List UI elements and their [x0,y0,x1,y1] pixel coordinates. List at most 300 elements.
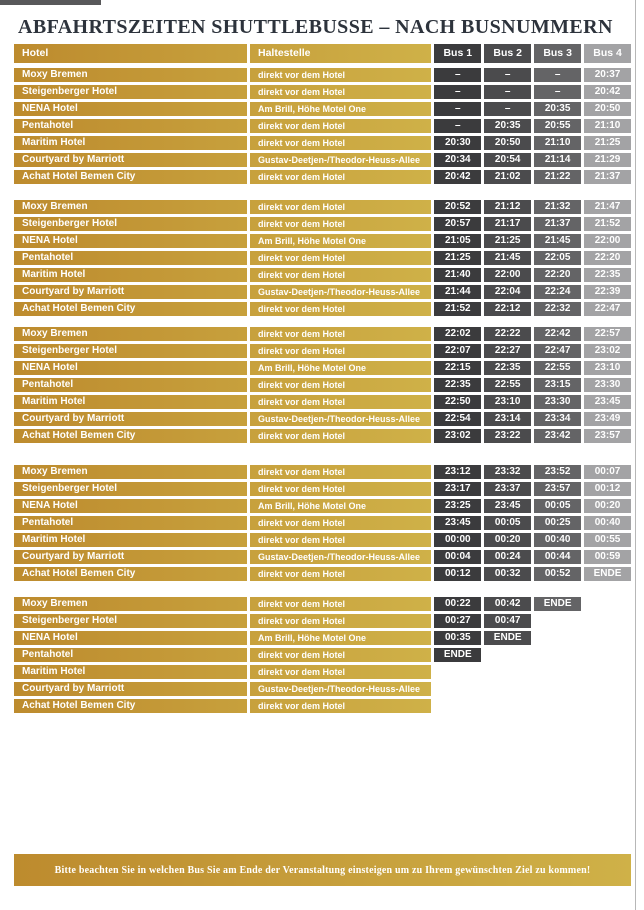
hotel-cell: Moxy Bremen [14,327,250,341]
bus-time-cell: 22:47 [584,302,631,316]
hotel-cell: NENA Hotel [14,499,250,513]
bus-time-cell: 21:14 [534,153,581,167]
table-row [14,85,631,99]
bus-time-cell: 20:54 [484,153,531,167]
bus-time-cell: 23:37 [484,482,531,496]
hotel-cell: Achat Hotel Bemen City [14,429,250,443]
bus-time-cell: ENDE [584,567,631,581]
bus-time-cell: 00:20 [484,533,531,547]
stop-cell: direkt vor dem Hotel [258,467,346,477]
table-row [14,682,631,696]
stop-cell: direkt vor dem Hotel [258,138,346,148]
row-label-area [14,251,431,265]
table-row [14,395,631,409]
table-row [14,665,631,679]
bus-time-cell: 23:10 [484,395,531,409]
bus-time-cell: 22:42 [534,327,581,341]
bus-time-cell: – [434,119,481,133]
hotel-cell: Steigenberger Hotel [14,85,250,99]
hotel-cell: Maritim Hotel [14,268,250,282]
header-label-area [14,44,431,63]
bus-time-cell: 21:37 [534,217,581,231]
bus-time-cell: – [434,85,481,99]
row-label-area [14,378,431,392]
row-label-area [14,412,431,426]
hotel-cell: Maritim Hotel [14,533,250,547]
table-row [14,200,631,214]
bus-time-cell: 22:07 [434,344,481,358]
bus2-column-header: Bus 2 [484,44,531,63]
bus3-column-header: Bus 3 [534,44,581,63]
bus-time-cell: 22:12 [484,302,531,316]
bus-time-cell: 00:24 [484,550,531,564]
bus-time-cell [484,699,531,713]
stop-cell: direkt vor dem Hotel [258,172,346,182]
stop-cell: direkt vor dem Hotel [258,202,346,212]
bus-time-cell: 22:57 [584,327,631,341]
bus-time-cell: ENDE [534,597,581,611]
bus-time-cell: 00:05 [534,499,581,513]
bus-time-cell: 23:30 [584,378,631,392]
bus-time-cell: 00:12 [434,567,481,581]
bus-time-cell: 00:12 [584,482,631,496]
hotel-cell: Moxy Bremen [14,597,250,611]
timetable-block [14,327,631,443]
stop-cell: Am Brill, Höhe Motel One [258,633,367,643]
bus-time-cell: 00:47 [484,614,531,628]
row-label-area [14,344,431,358]
stop-cell: direkt vor dem Hotel [258,346,346,356]
bus-time-cell: 21:17 [484,217,531,231]
bus-time-cell: 20:42 [434,170,481,184]
bus-time-cell: 23:10 [584,361,631,375]
stop-cell: Gustav-Deetjen-/Theodor-Heuss-Allee [258,414,421,424]
bus-time-cell: 00:59 [584,550,631,564]
bus-time-cell: 20:52 [434,200,481,214]
bus-time-cell [534,682,581,696]
hotel-cell: NENA Hotel [14,234,250,248]
bus-time-cell: 22:00 [484,268,531,282]
stop-cell: direkt vor dem Hotel [258,599,346,609]
row-label-area [14,614,431,628]
bus-time-cell: 23:30 [534,395,581,409]
bus-time-cell: 00:32 [484,567,531,581]
bus-time-cell [434,699,481,713]
bus-time-cell: 23:45 [434,516,481,530]
row-label-area [14,567,431,581]
bus-time-cell: 23:34 [534,412,581,426]
row-label-area [14,395,431,409]
row-label-area [14,533,431,547]
hotel-cell: Moxy Bremen [14,68,250,82]
table-row [14,285,631,299]
bus-time-cell [434,682,481,696]
stop-cell: direkt vor dem Hotel [258,253,346,263]
table-row [14,533,631,547]
row-label-area [14,361,431,375]
table-row [14,344,631,358]
bus-time-cell: 22:20 [534,268,581,282]
bus-time-cell: 21:32 [534,200,581,214]
row-label-area [14,465,431,479]
timetable-block [14,597,631,713]
stop-cell: Am Brill, Höhe Motel One [258,363,367,373]
row-label-area [14,499,431,513]
bus-time-cell: ENDE [484,631,531,645]
stop-cell: direkt vor dem Hotel [258,70,346,80]
bus-time-cell: 23:49 [584,412,631,426]
stop-cell: direkt vor dem Hotel [258,616,346,626]
table-row [14,550,631,564]
bus-time-cell: 22:55 [534,361,581,375]
bus-time-cell: 22:04 [484,285,531,299]
bus-time-cell: 23:45 [584,395,631,409]
hotel-cell: Pentahotel [14,648,250,662]
bus-time-cell: – [534,85,581,99]
bus-time-cell: 21:10 [584,119,631,133]
table-row [14,268,631,282]
bus-time-cell: – [434,102,481,116]
stop-cell: direkt vor dem Hotel [258,569,346,579]
bus-time-cell: 00:22 [434,597,481,611]
bus-time-cell: 23:57 [584,429,631,443]
bus-time-cell: 00:55 [584,533,631,547]
bus-time-cell: 00:07 [584,465,631,479]
bus-time-cell: 00:35 [434,631,481,645]
bus-time-cell: 21:25 [434,251,481,265]
stop-cell: direkt vor dem Hotel [258,484,346,494]
bus-time-cell: 00:04 [434,550,481,564]
bus-time-cell: 22:35 [484,361,531,375]
bus-time-cell: 21:52 [584,217,631,231]
hotel-cell: Steigenberger Hotel [14,482,250,496]
bus-time-cell: 20:50 [584,102,631,116]
bus-time-cell: 20:42 [584,85,631,99]
table-row [14,597,631,611]
bus-time-cell: 00:25 [534,516,581,530]
bus-time-cell: 00:20 [584,499,631,513]
bus-time-cell [484,648,531,662]
bus-time-cell: 21:25 [584,136,631,150]
bus-time-cell [584,631,631,645]
hotel-cell: Steigenberger Hotel [14,614,250,628]
row-label-area [14,699,431,713]
bus-time-cell: 22:39 [584,285,631,299]
stop-cell: direkt vor dem Hotel [258,701,346,711]
hotel-cell: Pentahotel [14,251,250,265]
stop-cell: direkt vor dem Hotel [258,650,346,660]
bus-time-cell: 23:52 [534,465,581,479]
row-label-area [14,136,431,150]
stop-column-header: Haltestelle [258,47,311,59]
table-row [14,482,631,496]
hotel-cell: Courtyard by Marriott [14,153,250,167]
stop-cell: direkt vor dem Hotel [258,304,346,314]
row-label-area [14,68,431,82]
row-label-area [14,285,431,299]
hotel-cell: Steigenberger Hotel [14,344,250,358]
table-row [14,429,631,443]
hotel-cell: Maritim Hotel [14,395,250,409]
notice-banner [14,854,631,886]
hotel-cell: Pentahotel [14,119,250,133]
row-label-area [14,153,431,167]
bus-time-cell [534,614,581,628]
bus-time-cell: 20:55 [534,119,581,133]
row-label-area [14,327,431,341]
bus-time-cell: 22:35 [584,268,631,282]
bus-time-cell: 21:29 [584,153,631,167]
table-row [14,631,631,645]
stop-cell: direkt vor dem Hotel [258,380,346,390]
hotel-cell: Moxy Bremen [14,200,250,214]
timetable-block [14,68,631,184]
bus-time-cell: 00:52 [534,567,581,581]
row-label-area [14,631,431,645]
bus-time-cell: 22:24 [534,285,581,299]
stop-cell: Am Brill, Höhe Motel One [258,501,367,511]
table-row [14,234,631,248]
bus-time-cell: 22:05 [534,251,581,265]
table-row [14,251,631,265]
hotel-cell: NENA Hotel [14,631,250,645]
hotel-cell: Pentahotel [14,516,250,530]
top-left-tab-decoration [0,0,101,5]
bus-time-cell [534,648,581,662]
bus-time-cell: 23:02 [434,429,481,443]
timetable-block [14,465,631,581]
bus-time-cell: 00:05 [484,516,531,530]
hotel-cell: Courtyard by Marriott [14,682,250,696]
row-label-area [14,429,431,443]
bus-time-cell: 00:44 [534,550,581,564]
hotel-cell: Pentahotel [14,378,250,392]
stop-cell: direkt vor dem Hotel [258,397,346,407]
hotel-column-header: Hotel [14,44,250,63]
table-row [14,302,631,316]
bus-time-cell: 00:00 [434,533,481,547]
notice-text: Bitte beachten Sie in welchen Bus Sie am Ende der Veranstaltung einsteigen um zu Ihrem gewünschten Ziel zu kommen! [54,864,591,876]
row-label-area [14,597,431,611]
hotel-cell: NENA Hotel [14,102,250,116]
bus-time-cell: 21:45 [484,251,531,265]
bus-time-cell: 22:55 [484,378,531,392]
bus-time-cell: 22:20 [584,251,631,265]
bus-time-cell: 21:44 [434,285,481,299]
bus-time-cell: 21:12 [484,200,531,214]
table-row [14,170,631,184]
bus-time-cell: 20:37 [584,68,631,82]
bus-time-cell [584,699,631,713]
table-row [14,699,631,713]
hotel-cell: NENA Hotel [14,361,250,375]
stop-cell: direkt vor dem Hotel [258,219,346,229]
bus-time-cell: 21:45 [534,234,581,248]
timetable-blocks [14,68,631,713]
hotel-cell: Steigenberger Hotel [14,217,250,231]
stop-cell: direkt vor dem Hotel [258,667,346,677]
page-edge-line [635,0,636,910]
bus-time-cell: 21:37 [584,170,631,184]
bus-time-cell: 21:22 [534,170,581,184]
table-row [14,68,631,82]
bus-time-cell: 21:52 [434,302,481,316]
bus-time-cell: 23:25 [434,499,481,513]
bus-time-cell: 22:54 [434,412,481,426]
bus-time-cell: 23:17 [434,482,481,496]
row-label-area [14,550,431,564]
bus-time-cell: 21:47 [584,200,631,214]
hotel-cell: Moxy Bremen [14,465,250,479]
row-label-area [14,234,431,248]
stop-cell: Gustav-Deetjen-/Theodor-Heuss-Allee [258,552,421,562]
bus-time-cell: 20:34 [434,153,481,167]
timetable [14,44,631,713]
bus-time-cell: 00:27 [434,614,481,628]
bus-time-cell: 21:05 [434,234,481,248]
bus-time-cell: 20:30 [434,136,481,150]
stop-cell: direkt vor dem Hotel [258,270,346,280]
hotel-cell: Maritim Hotel [14,665,250,679]
bus-time-cell: 22:15 [434,361,481,375]
bus-time-cell: 22:35 [434,378,481,392]
stop-cell: direkt vor dem Hotel [258,87,346,97]
row-label-area [14,648,431,662]
bus-time-cell [484,665,531,679]
bus-time-cell [584,665,631,679]
row-label-area [14,200,431,214]
bus-time-cell [434,665,481,679]
bus-time-cell [584,648,631,662]
row-label-area [14,85,431,99]
bus-time-cell: 21:02 [484,170,531,184]
bus-time-cell: 23:42 [534,429,581,443]
bus-time-cell: 20:57 [434,217,481,231]
row-label-area [14,119,431,133]
stop-cell: direkt vor dem Hotel [258,518,346,528]
stop-cell: Gustav-Deetjen-/Theodor-Heuss-Allee [258,155,421,165]
bus-time-cell: 22:02 [434,327,481,341]
bus-time-cell: – [434,68,481,82]
bus-time-cell: – [534,68,581,82]
stop-cell: direkt vor dem Hotel [258,121,346,131]
bus-time-cell [484,682,531,696]
row-label-area [14,665,431,679]
bus-time-cell: 23:57 [534,482,581,496]
hotel-cell: Maritim Hotel [14,136,250,150]
table-row [14,119,631,133]
table-row [14,516,631,530]
bus-time-cell: 22:27 [484,344,531,358]
bus-time-cell: 22:50 [434,395,481,409]
bus-time-cell: 20:50 [484,136,531,150]
stop-cell: direkt vor dem Hotel [258,535,346,545]
stop-cell: Gustav-Deetjen-/Theodor-Heuss-Allee [258,287,421,297]
bus-time-cell: 23:45 [484,499,531,513]
bus-time-cell: 23:14 [484,412,531,426]
bus-time-cell [534,631,581,645]
bus4-column-header: Bus 4 [584,44,631,63]
row-label-area [14,302,431,316]
bus-time-cell: 20:35 [484,119,531,133]
bus-time-cell: 21:40 [434,268,481,282]
bus-time-cell [584,614,631,628]
table-row [14,217,631,231]
hotel-cell: Achat Hotel Bemen City [14,567,250,581]
table-row [14,153,631,167]
bus-time-cell: – [484,85,531,99]
table-row [14,412,631,426]
hotel-cell: Courtyard by Marriott [14,412,250,426]
bus-time-cell: 23:12 [434,465,481,479]
table-row [14,136,631,150]
row-label-area [14,217,431,231]
hotel-cell: Courtyard by Marriott [14,285,250,299]
hotel-cell: Courtyard by Marriott [14,550,250,564]
bus-time-cell: 23:22 [484,429,531,443]
bus-time-cell: 00:40 [584,516,631,530]
stop-cell: Am Brill, Höhe Motel One [258,104,367,114]
stop-cell: direkt vor dem Hotel [258,431,346,441]
bus-time-cell [584,682,631,696]
bus-time-cell [584,597,631,611]
row-label-area [14,516,431,530]
table-row [14,361,631,375]
bus-time-cell: 20:35 [534,102,581,116]
bus-time-cell: 21:25 [484,234,531,248]
row-label-area [14,102,431,116]
bus-time-cell: 21:10 [534,136,581,150]
row-label-area [14,170,431,184]
table-row [14,648,631,662]
page-title: ABFAHRTSZEITEN SHUTTLEBUSSE – NACH BUSNUMMERN [18,16,613,38]
table-row [14,465,631,479]
bus-time-cell: 00:42 [484,597,531,611]
bus-time-cell: ENDE [434,648,481,662]
bus-time-cell [534,665,581,679]
table-row [14,614,631,628]
table-row [14,378,631,392]
table-row [14,567,631,581]
table-row [14,499,631,513]
row-label-area [14,268,431,282]
row-label-area [14,682,431,696]
bus-time-cell: – [484,68,531,82]
bus-time-cell: 00:40 [534,533,581,547]
table-row [14,327,631,341]
bus-time-cell: 22:22 [484,327,531,341]
bus-time-cell: – [484,102,531,116]
row-label-area [14,482,431,496]
bus-time-cell: 23:15 [534,378,581,392]
bus-time-cell: 22:32 [534,302,581,316]
bus-time-cell [534,699,581,713]
bus-time-cell: 22:00 [584,234,631,248]
bus-time-cell: 23:02 [584,344,631,358]
hotel-cell: Achat Hotel Bemen City [14,302,250,316]
stop-cell: Gustav-Deetjen-/Theodor-Heuss-Allee [258,684,421,694]
hotel-cell: Achat Hotel Bemen City [14,170,250,184]
stop-cell: direkt vor dem Hotel [258,329,346,339]
hotel-cell: Achat Hotel Bemen City [14,699,250,713]
table-row [14,102,631,116]
stop-cell: Am Brill, Höhe Motel One [258,236,367,246]
bus-time-cell: 23:32 [484,465,531,479]
bus-time-cell: 22:47 [534,344,581,358]
bus1-column-header: Bus 1 [434,44,481,63]
table-header-row [14,44,631,63]
timetable-block [14,200,631,316]
